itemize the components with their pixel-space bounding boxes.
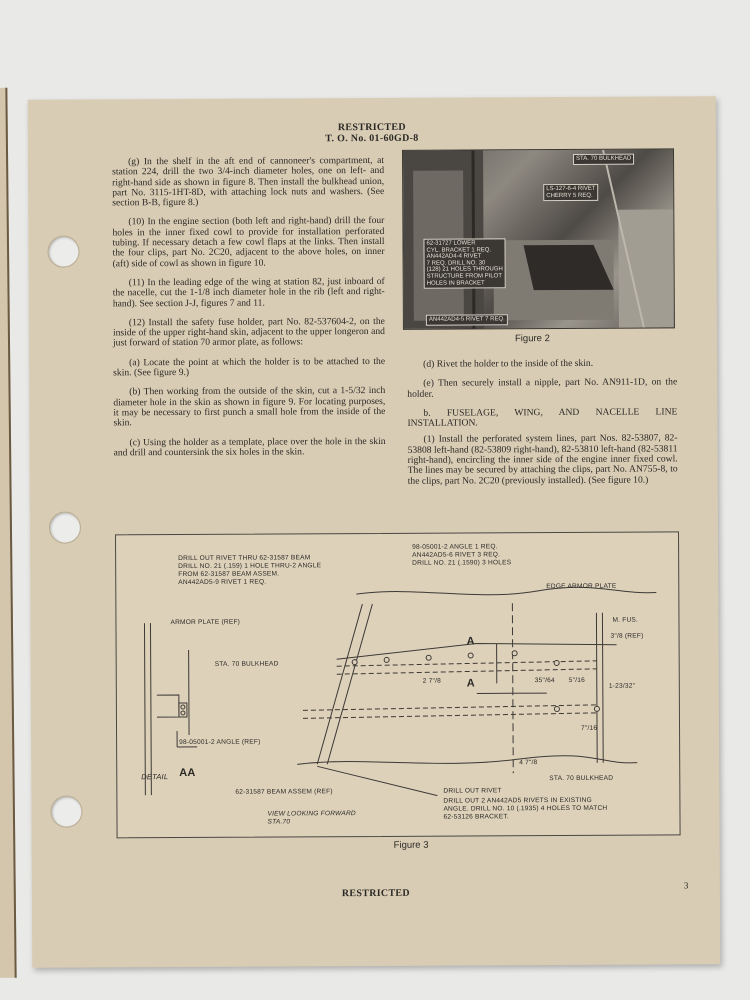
figure-2-photo xyxy=(402,148,675,329)
binder-hole xyxy=(47,236,79,268)
photo-tag-clip: LS-127-6-4 RIVET CHERRY 5 REQ. xyxy=(543,184,598,201)
paragraph: (1) Install the perforated system lines, part Nos. 82-53807, 82-53808 left-hand (82-53809 right-hand), 82-53810 left-hand (82-53811 right-hand), encircling the inner side of the engine inner fixed cowl. The lines may be secured by attaching the clips, part No. AN755-8, to the clips, part No. 2C20 (previously installed). (See figure 10.) xyxy=(407,432,678,487)
photo-tag-rivet: AN442AD4-5 RIVET 7 REQ. xyxy=(426,314,508,325)
paragraph: (g) In the shelf in the aft end of cannoneer's compartment, at station 224, drill the two 3/4-inch diameter holes, one on left- and right-hand side as shown in figure 8. Then install the bulkhead union, part No. 3115-1HT-8D, with attaching lock nuts and washers. (See section B-B, figure 8.) xyxy=(112,154,385,209)
label-sta70-bottom: STA. 70 BULKHEAD xyxy=(549,774,614,783)
paragraph: (c) Using the holder as a template, place over the hole in the skin and drill and countersink the six holes in the skin. xyxy=(113,435,386,459)
label-dim-35-64: 35"/64 xyxy=(534,677,555,685)
binder-hole xyxy=(50,796,82,828)
paragraph: (d) Rivet the holder to the inside of the skin. xyxy=(423,357,594,370)
label-dim-4-7-8: 4 7"/8 xyxy=(519,759,538,767)
label-view: VIEW LOOKING FORWARD STA.70 xyxy=(267,810,356,826)
header-tech-order: T. O. No. 01-60GD-8 xyxy=(325,132,419,145)
paragraph: (12) Install the safety fuse holder, part No. 82-537604-2, on the inside of the upper right-hand skin, adjacent to the upper longeron and just forward of station 70 armor plate, as follows: xyxy=(112,315,385,349)
label-drill-out-rivet: DRILL OUT RIVET xyxy=(443,787,502,795)
figure-3-drawing xyxy=(115,531,681,838)
label-drill-out-2: DRILL OUT 2 AN442AD5 RIVETS IN EXISTING ANGLE. DRILL NO. 10 (.1935) 4 HOLES TO MATCH 62-53126 BRACKET. xyxy=(443,796,608,821)
figure-2-caption: Figure 2 xyxy=(514,333,550,345)
paragraph: (e) Then securely install a nipple, part No. AN911-1D, on the holder. xyxy=(407,376,678,400)
label-detail-id: AA xyxy=(179,766,196,780)
label-sta70: STA. 70 BULKHEAD xyxy=(214,660,279,668)
background-page-edge xyxy=(0,88,17,978)
label-dim-2-7-8: 2 7"/8 xyxy=(422,677,442,685)
label-section-a: A xyxy=(466,635,475,648)
label-angle-req: 98-05001-2 ANGLE 1 REQ. AN442AD5-6 RIVET 3 REQ. DRILL NO. 21 (.1590) 3 HOLES xyxy=(412,543,512,567)
left-column xyxy=(112,156,386,468)
label-detail: DETAIL xyxy=(141,772,169,782)
document-page xyxy=(28,96,721,968)
footer-classification: RESTRICTED xyxy=(341,887,410,900)
photo-tag-bracket: 62-31727 LOWER CYL. BRACKET 1 REQ. AN442AD4-4 RIVET 7 REQ. DRILL NO. 30 (128) 21 HOLES THROUGH STRUCTURE FROM PILOT HOLES IN BRACKET xyxy=(423,238,506,289)
label-edge-armor: EDGE ARMOR PLATE xyxy=(546,582,617,591)
label-beam-assem: 62-31587 BEAM ASSEM (REF) xyxy=(235,788,333,796)
header-classification: RESTRICTED xyxy=(337,121,406,134)
paragraph: (11) In the leading edge of the wing at station 82, just inboard of the nacelle, cut the 1-1/8 inch diameter hole in the rib (left and right-hand). See section J-J, figures 7 and 11. xyxy=(112,275,385,309)
label-dim-1-23-32: 1-23/32" xyxy=(608,682,636,690)
label-dim-7-16: 7"/16 xyxy=(581,724,598,732)
label-drill-rivet: DRILL OUT RIVET THRU 62-31587 BEAM DRILL NO. 21 (.159) 1 HOLE THRU-2 ANGLE FROM 62-31587 BEAM ASSEM. AN442AD5-9 RIVET 1 REQ. xyxy=(178,554,322,587)
binder-hole xyxy=(49,512,81,544)
figure-3-caption: Figure 3 xyxy=(393,839,429,851)
label-ref-3-8: 3"/8 (REF) xyxy=(610,632,644,640)
label-angle-ref: 98-05001-2 ANGLE (REF) xyxy=(179,738,261,747)
photo-tag-sta: STA. 70 BULKHEAD xyxy=(573,154,634,165)
paragraph: (a) Locate the point at which the holder is to be attached to the skin. (See figure 9.) xyxy=(113,355,386,379)
page-number: 3 xyxy=(683,880,689,891)
label-dim-5-16: 5"/16 xyxy=(568,676,585,684)
paragraph: (b) Then working from the outside of the skin, cut a 1-5/32 inch diameter hole in the skin as shown in figure 9. For locating purposes, it may be necessary to first punch a small hole from the inside of the skin. xyxy=(113,385,386,429)
right-column xyxy=(407,358,678,495)
label-armor-plate: ARMOR PLATE (REF) xyxy=(170,618,241,627)
label-section-a: A xyxy=(466,677,475,690)
label-m-fus: M. FUS. xyxy=(612,616,639,624)
paragraph: (10) In the engine section (both left and right-hand) drill the four holes in the inner fixed cowl to provide for installation perforated tubing. If necessary detach a few cowl flaps at the links. Then install the four clips, part No. 2C20, adjacent to the above holes, on inner (aft) side of cowl as shown in figure 10. xyxy=(112,215,385,270)
section-heading: b. FUSELAGE, WING, AND NACELLE LINE INSTALLATION. xyxy=(407,406,678,430)
page-header xyxy=(28,120,716,146)
